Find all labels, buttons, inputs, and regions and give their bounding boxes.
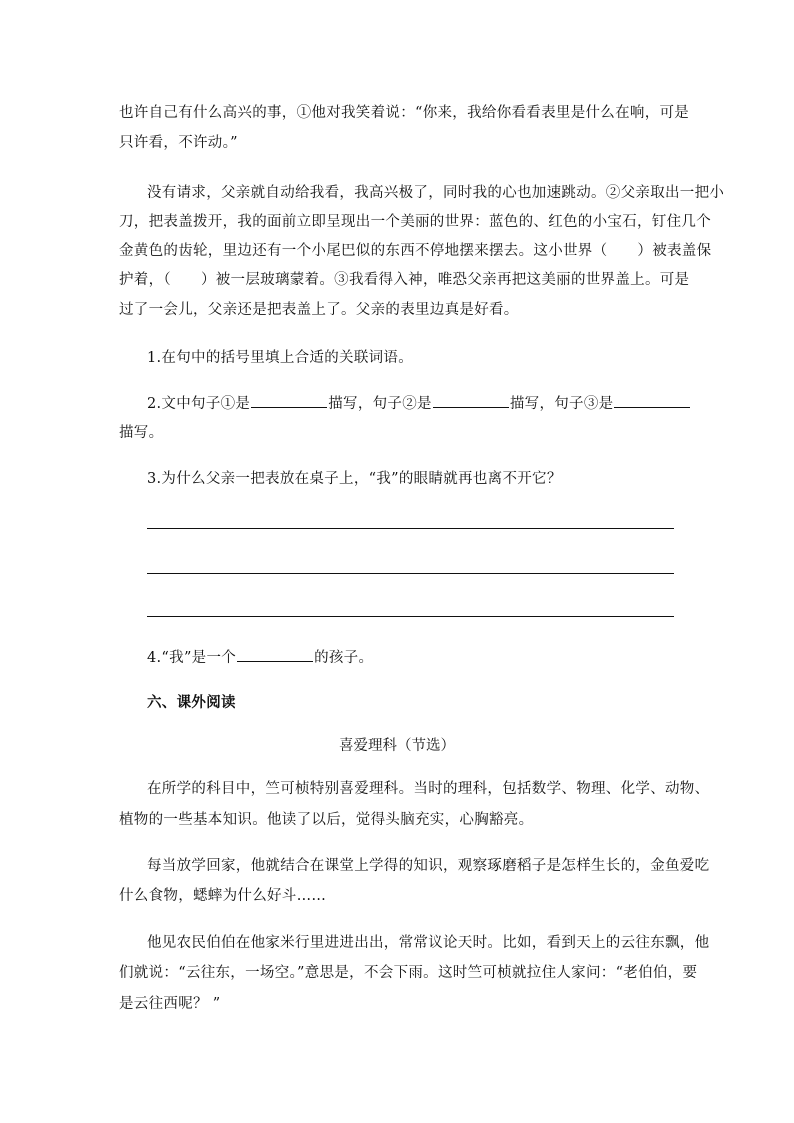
question-text: 的孩子。 <box>314 650 374 666</box>
question-4 <box>147 647 373 668</box>
passage-line <box>119 241 711 261</box>
question-3: 3.为什么父亲一把表放在桌子上，“我”的眼睛就再也离不开它？ <box>147 471 562 487</box>
question-text: 4.“我”是一个 <box>147 650 237 666</box>
question-2-cont: 描写。 <box>119 425 164 441</box>
answer-blank[interactable] <box>614 393 690 408</box>
answer-blank[interactable] <box>433 393 509 408</box>
answer-blank[interactable] <box>237 647 313 662</box>
answer-line[interactable] <box>147 573 674 574</box>
article-line: 是云往西呢？ ” <box>119 996 221 1012</box>
question-text: 描写，句子③是 <box>509 396 614 412</box>
passage-line: 也许自己有什么高兴的事，①他对我笑着说：“你来，我给你看看表里是什么在响，可是 <box>119 105 690 121</box>
section-heading: 六、课外阅读 <box>147 694 236 711</box>
passage-text: 护着，（ <box>119 272 171 288</box>
article-line: 他见农民伯伯在他家米行里进进出出，常常议论天时。比如，看到天上的云往东飘，他 <box>147 935 710 951</box>
passage-line: 过了一会儿，父亲还是把表盖上了。父亲的表里边真是好看。 <box>119 302 519 318</box>
article-line: 植物的一些基本知识。他读了以后，觉得头脑充实，心胸豁亮。 <box>119 812 534 828</box>
answer-line[interactable] <box>147 528 674 529</box>
article-line: 什么食物，蟋蟀为什么好斗…… <box>119 888 327 904</box>
question-2 <box>147 393 691 414</box>
passage-line: 刀，把表盖拨开，我的面前立即呈现出一个美丽的世界：蓝色的、红色的小宝石，钉住几个 <box>119 214 711 230</box>
article-title: 喜爱理科（节选） <box>339 738 455 754</box>
passage-line: 只许看，不许动。” <box>119 135 238 151</box>
article-line: 们就说：“云往东，一场空。”意思是，不会下雨。这时竺可桢就拉住人家问：“老伯伯，要 <box>119 965 698 981</box>
answer-blank[interactable] <box>251 393 327 408</box>
passage-line <box>119 270 689 290</box>
passage-line: 没有请求，父亲就自动给我看，我高兴极了，同时我的心也加速跳动。②父亲取出一把小 <box>147 185 725 201</box>
answer-line[interactable] <box>147 616 674 617</box>
passage-text: ）被一层玻璃蒙着。③我看得入神，唯恐父亲再把这美丽的世界盖上。可是 <box>200 272 690 288</box>
passage-text: 金黄色的齿轮，里边还有一个小尾巴似的东西不停地摆来摆去。这小世界（ <box>119 243 608 259</box>
passage-text: ）被表盖保 <box>637 243 712 259</box>
question-text: 描写，句子②是 <box>328 396 432 412</box>
question-1: 1.在句中的括号里填上合适的关联词语。 <box>147 350 414 366</box>
article-line: 每当放学回家，他就结合在课堂上学得的知识，观察琢磨稻子是怎样生长的，金鱼爱吃 <box>147 858 710 874</box>
article-line: 在所学的科目中，竺可桢特别喜爱理科。当时的理科，包括数学、物理、化学、动物、 <box>147 781 710 797</box>
question-text: 2.文中句子①是 <box>147 396 251 412</box>
